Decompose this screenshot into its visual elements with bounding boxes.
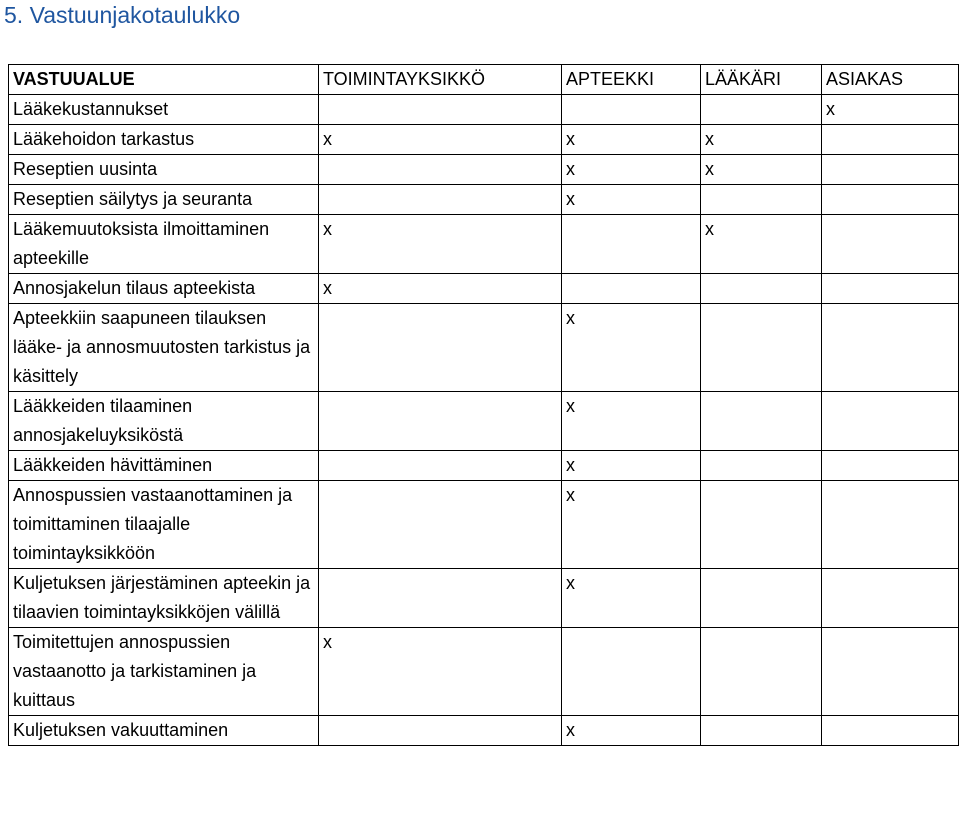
cell-toimintayksikko <box>319 185 562 215</box>
table-row <box>9 628 959 716</box>
cell-asiakas <box>822 392 959 451</box>
cell-apteekki: x <box>562 481 701 569</box>
cell-area: Lääkekustannukset <box>9 95 319 125</box>
cell-asiakas <box>822 125 959 155</box>
table-row <box>9 569 959 628</box>
cell-asiakas <box>822 569 959 628</box>
cell-laakari: x <box>701 215 822 274</box>
table-row <box>9 155 959 185</box>
cell-asiakas <box>822 155 959 185</box>
cell-asiakas <box>822 274 959 304</box>
table-row <box>9 716 959 746</box>
cell-laakari <box>701 716 822 746</box>
cell-area: Lääkkeiden hävittäminen <box>9 451 319 481</box>
cell-area: Kuljetuksen vakuuttaminen <box>9 716 319 746</box>
cell-area: Reseptien säilytys ja seuranta <box>9 185 319 215</box>
cell-apteekki <box>562 215 701 274</box>
header-vastuualue: VASTUUALUE <box>9 65 319 95</box>
cell-laakari <box>701 392 822 451</box>
cell-apteekki <box>562 628 701 716</box>
table-body <box>9 95 959 746</box>
cell-apteekki: x <box>562 569 701 628</box>
cell-apteekki: x <box>562 125 701 155</box>
page-title: 5. Vastuunjakotaulukko <box>4 2 241 28</box>
cell-apteekki <box>562 274 701 304</box>
cell-asiakas: x <box>822 95 959 125</box>
table-row <box>9 392 959 451</box>
cell-toimintayksikko: x <box>319 628 562 716</box>
cell-apteekki: x <box>562 716 701 746</box>
cell-toimintayksikko <box>319 481 562 569</box>
cell-toimintayksikko <box>319 155 562 185</box>
cell-toimintayksikko <box>319 716 562 746</box>
cell-area: Lääkehoidon tarkastus <box>9 125 319 155</box>
cell-laakari <box>701 185 822 215</box>
cell-area: Reseptien uusinta <box>9 155 319 185</box>
cell-apteekki: x <box>562 155 701 185</box>
cell-asiakas <box>822 215 959 274</box>
cell-asiakas <box>822 481 959 569</box>
cell-laakari <box>701 481 822 569</box>
cell-asiakas <box>822 185 959 215</box>
table-row <box>9 274 959 304</box>
table-row <box>9 451 959 481</box>
cell-area: Kuljetuksen järjestäminen apteekin ja tilaavien toimintayksikköjen välillä <box>9 569 319 628</box>
cell-asiakas <box>822 304 959 392</box>
cell-laakari <box>701 569 822 628</box>
table-header-row <box>9 65 959 95</box>
table-row <box>9 95 959 125</box>
cell-apteekki: x <box>562 392 701 451</box>
cell-area: Annospussien vastaanottaminen ja toimittaminen tilaajalle toimintayksikköön <box>9 481 319 569</box>
cell-toimintayksikko <box>319 569 562 628</box>
cell-toimintayksikko <box>319 95 562 125</box>
table-row <box>9 304 959 392</box>
cell-laakari <box>701 451 822 481</box>
cell-asiakas <box>822 716 959 746</box>
cell-laakari: x <box>701 125 822 155</box>
header-apteekki: APTEEKKI <box>562 65 701 95</box>
cell-laakari: x <box>701 155 822 185</box>
cell-area: Apteekkiin saapuneen tilauksen lääke- ja annosmuutosten tarkistus ja käsittely <box>9 304 319 392</box>
header-laakari: LÄÄKÄRI <box>701 65 822 95</box>
table-row <box>9 125 959 155</box>
table-row <box>9 481 959 569</box>
header-toimintayksikko: TOIMINTAYKSIKKÖ <box>319 65 562 95</box>
cell-apteekki: x <box>562 304 701 392</box>
cell-toimintayksikko: x <box>319 215 562 274</box>
cell-laakari <box>701 304 822 392</box>
responsibility-table <box>8 64 959 746</box>
cell-toimintayksikko: x <box>319 274 562 304</box>
cell-area: Toimitettujen annospussien vastaanotto ja tarkistaminen ja kuittaus <box>9 628 319 716</box>
table-row <box>9 215 959 274</box>
cell-apteekki: x <box>562 451 701 481</box>
cell-laakari <box>701 274 822 304</box>
cell-asiakas <box>822 451 959 481</box>
cell-area: Lääkkeiden tilaaminen annosjakeluyksiköstä <box>9 392 319 451</box>
cell-area: Lääkemuutoksista ilmoittaminen apteekille <box>9 215 319 274</box>
cell-laakari <box>701 95 822 125</box>
cell-toimintayksikko <box>319 304 562 392</box>
cell-toimintayksikko <box>319 451 562 481</box>
cell-area: Annosjakelun tilaus apteekista <box>9 274 319 304</box>
header-asiakas: ASIAKAS <box>822 65 959 95</box>
cell-toimintayksikko <box>319 392 562 451</box>
cell-apteekki <box>562 95 701 125</box>
table-row <box>9 185 959 215</box>
cell-asiakas <box>822 628 959 716</box>
cell-toimintayksikko: x <box>319 125 562 155</box>
cell-apteekki: x <box>562 185 701 215</box>
cell-laakari <box>701 628 822 716</box>
